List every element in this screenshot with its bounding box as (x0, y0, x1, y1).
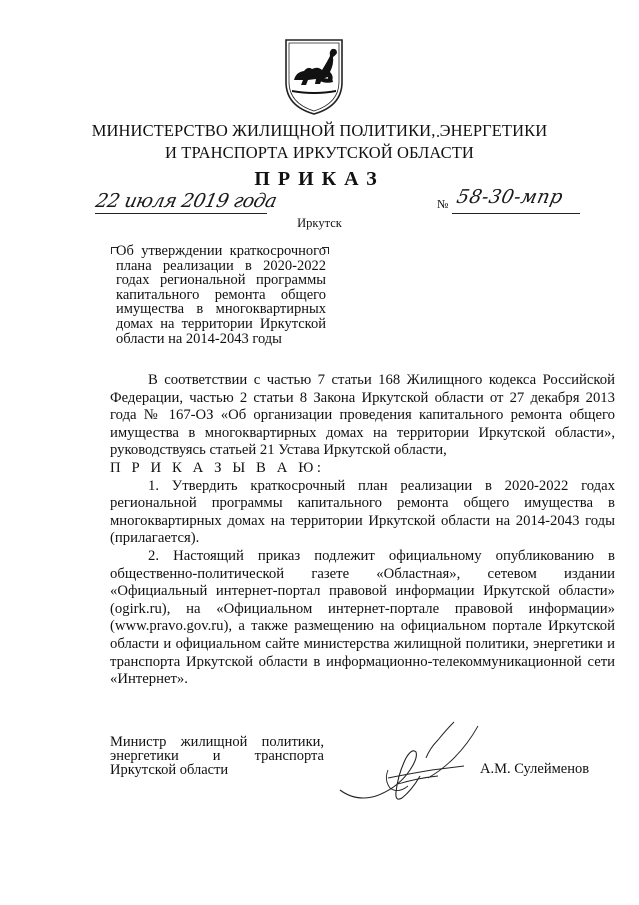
handwritten-date: 22 июля 2019 года (93, 190, 279, 212)
signer-position: Министр жилищной политики, энергетики и транспорта Иркутской области (110, 734, 324, 778)
ministry-name-line2: И ТРАНСПОРТА ИРКУТСКОЙ ОБЛАСТИ (165, 143, 474, 162)
number-underline (452, 213, 580, 214)
preamble-paragraph: В соответствии с частью 7 статьи 168 Жилищного кодекса Российской Федерации, частью 2 статьи 8 Закона Иркутской области от 27 декабря 2013 года № 167-ОЗ «Об организации проведения капитального ремонта общего имущества в многоквартирных домах на территории Иркутской области», руководствуясь статьей 21 Устава Иркутской области, (110, 372, 615, 459)
document-type-title: ПРИКАЗ (254, 168, 385, 190)
date-underline (95, 213, 267, 214)
coat-of-arms-icon (282, 36, 346, 116)
number-label: № (437, 197, 449, 211)
document-body (110, 372, 615, 689)
order-word: П Р И К А З Ы В А Ю: (110, 459, 325, 476)
handwritten-number: 58-30-мпр (454, 186, 566, 208)
signer-name: А.М. Сулейменов (480, 761, 590, 777)
document-subject: Об утверждении краткосрочного плана реализации в 2020-2022 годах региональной программы капитального ремонта общего имущества в многоквартирных домах на территории Иркутской области на 2014-2043 годы (116, 243, 326, 347)
order-item-1: 1. Утвердить краткосрочный план реализации в 2020-2022 годах региональной программы капитального ремонта общего имущества в многоквартирных домах на территории Иркутской области на 2014-2043 годы (прилагается). (110, 477, 615, 547)
ministry-name-line1: МИНИСТЕРСТВО ЖИЛИЩНОЙ ПОЛИТИКИ, ЭНЕРГЕТИКИ (91, 121, 548, 140)
city-name: Иркутск (297, 216, 342, 230)
order-item-2: 2. Настоящий приказ подлежит официальному опубликованию в общественно-политической газете «Областная», сетевом издании «Официальный интернет-портал правовой информации Иркутской области» (ogirk.ru), на «Официальном интернет-портале правовой информации» (www.pravo.gov.ru), а также размещению на официальном портале Иркутской области и официальном сайте министерства жилищной политики, энергетики и транспорта Иркутской области в информационно-телекоммуникационной сети «Интернет». (110, 547, 615, 688)
handwritten-signature (328, 718, 503, 816)
